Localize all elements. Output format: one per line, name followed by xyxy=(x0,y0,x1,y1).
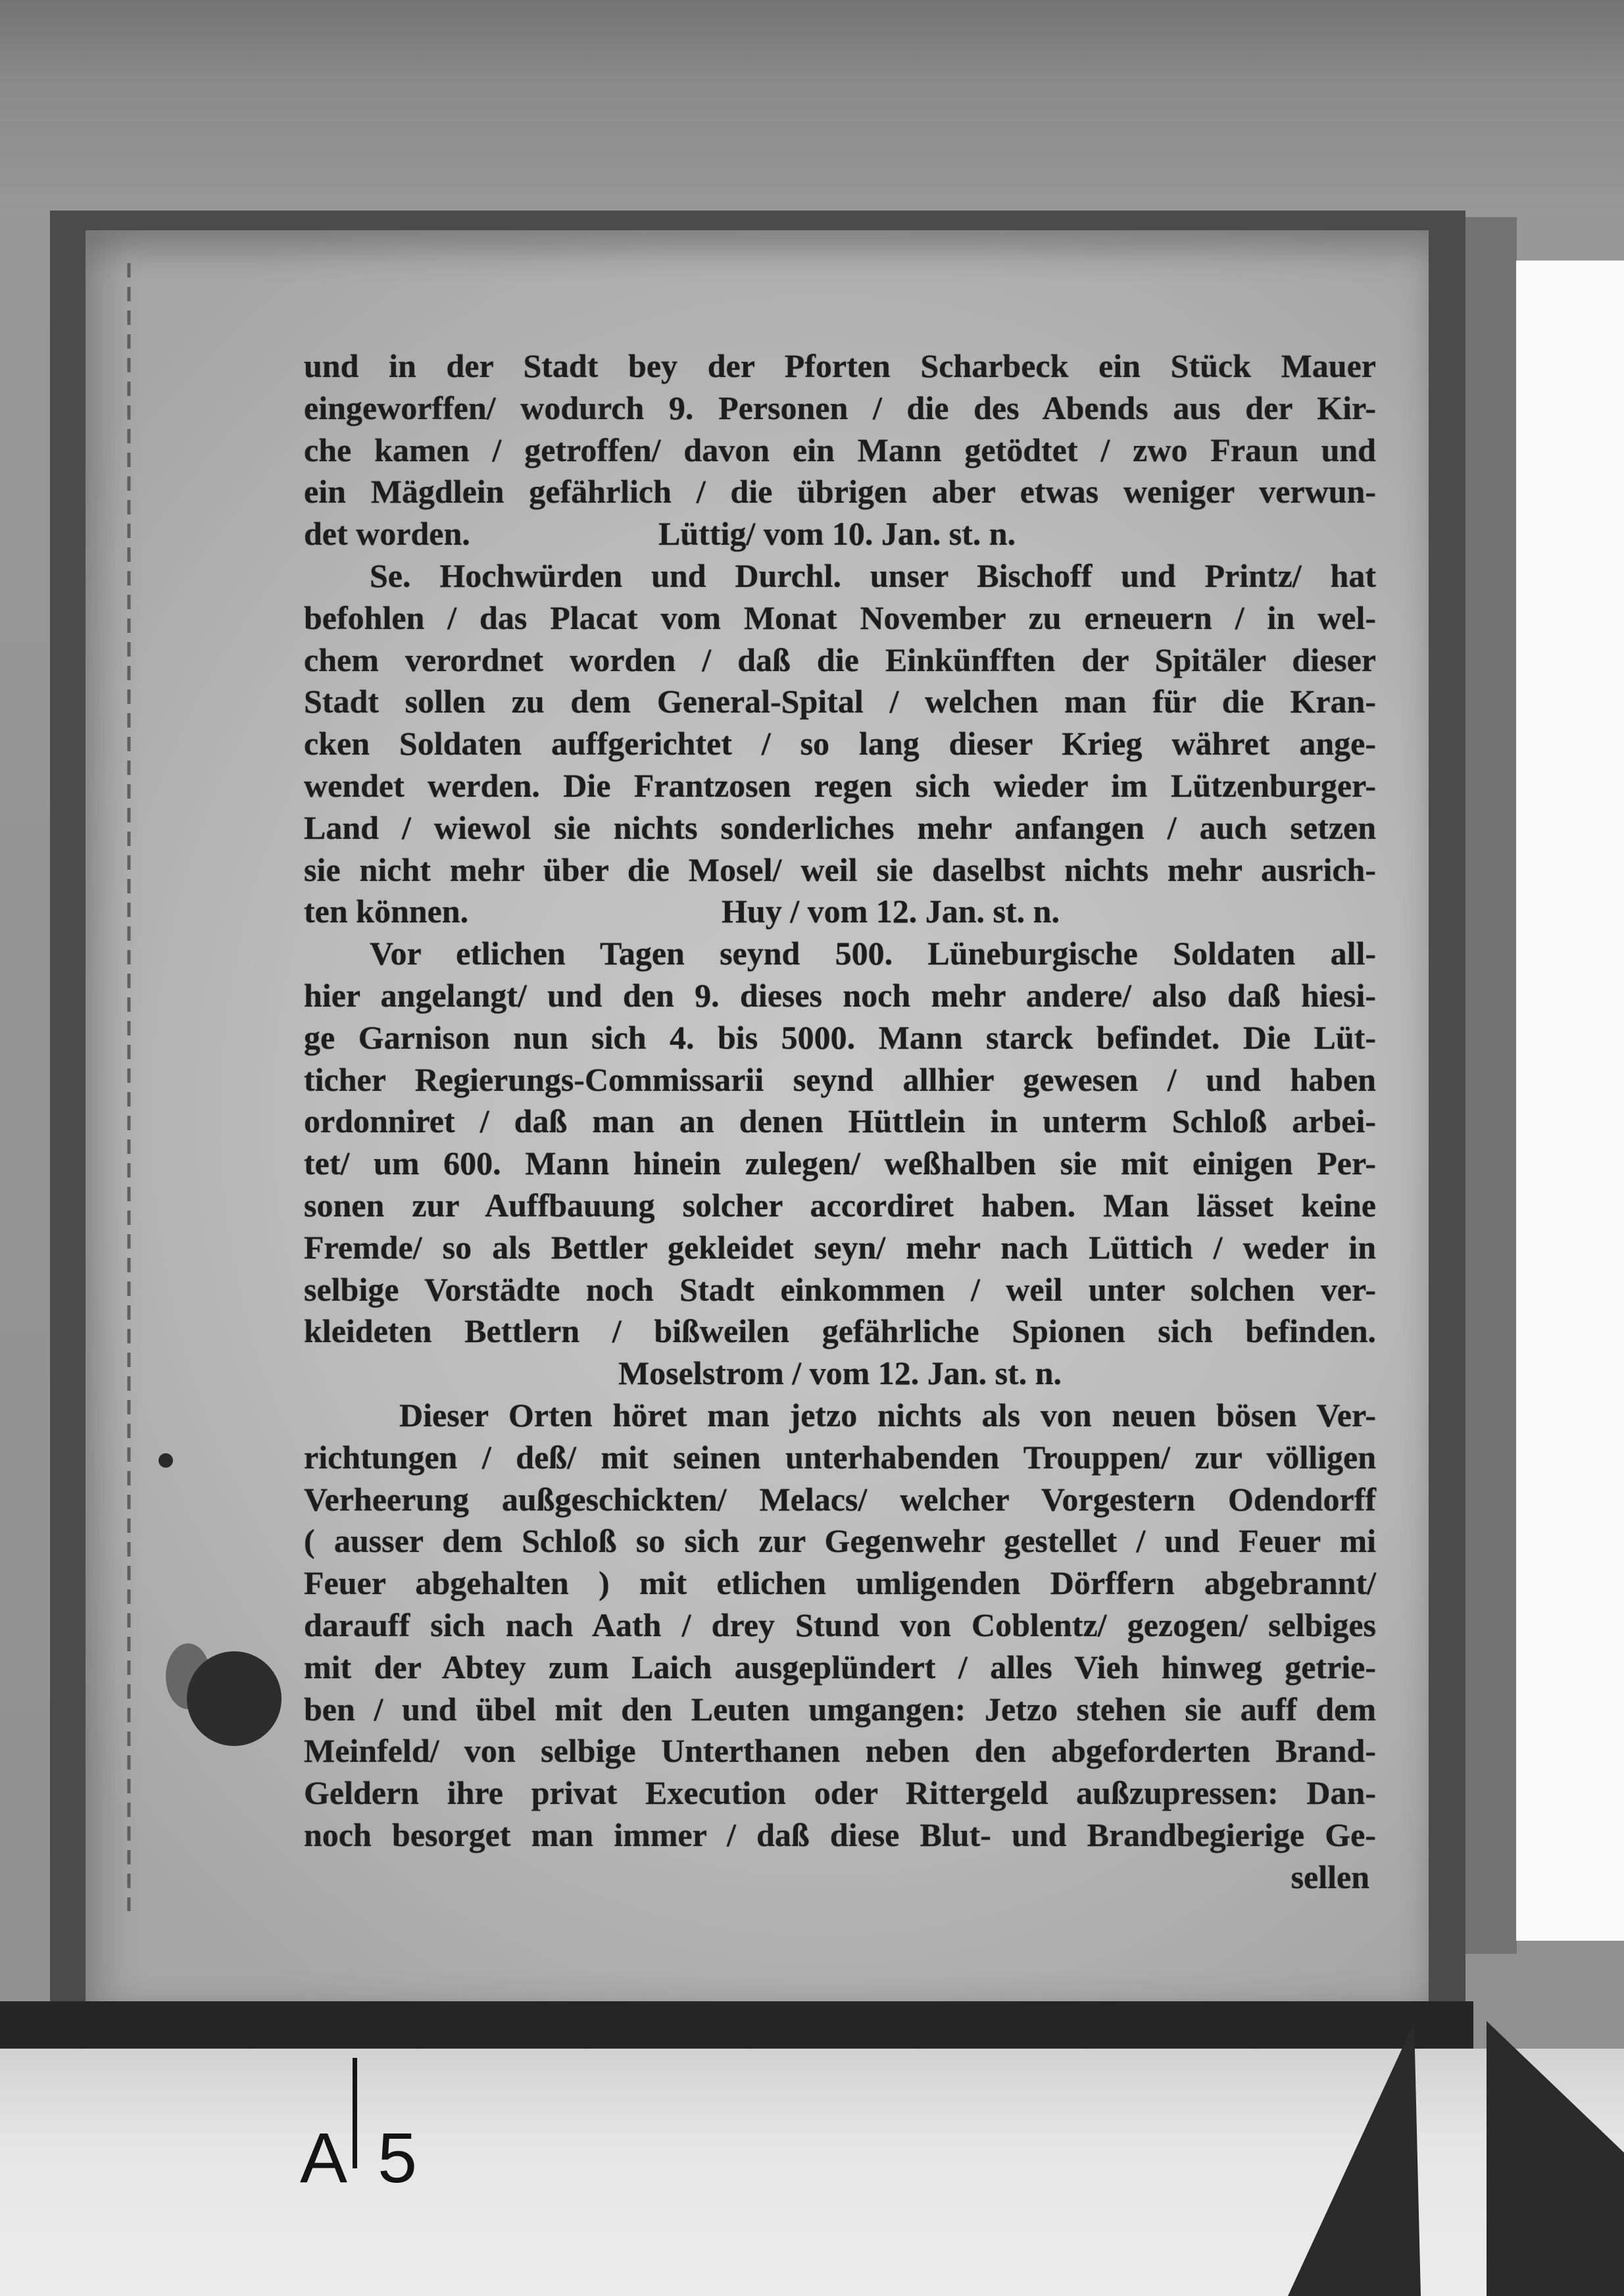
article-text xyxy=(304,345,1376,1898)
text-line: che kamen / getroffen/ davon ein Mann getödtet / zwo Fraun und xyxy=(304,431,1376,468)
paragraph-first-line: Se. Hochwürden und Durchl. unser Bischoff und Printz/ hat xyxy=(370,557,1376,594)
text-line: noch besorget man immer / daß diese Blut- und Brandbegierige Ge- xyxy=(304,1816,1376,1853)
catchword: sellen xyxy=(1291,1858,1369,1895)
ink-blot xyxy=(187,1651,282,1746)
text-line: hier angelangt/ und den 9. dieses noch mehr andere/ also daß hiesi- xyxy=(304,976,1376,1014)
text-line-with-dateline xyxy=(304,891,1376,933)
text-line: ein Mägdlein gefährlich / die übrigen aber etwas weniger verwun- xyxy=(304,473,1376,511)
paragraph-first-line: Dieser Orten höret man jetzo nichts als von neuen bösen Ver- xyxy=(399,1396,1376,1434)
section-heading: Moselstrom / vom 12. Jan. st. n. xyxy=(618,1355,1062,1392)
text-line: cken Soldaten auffgerichtet / so lang dieser Krieg währet ange- xyxy=(304,725,1376,762)
text-line: ordonniret / daß man an denen Hüttlein in unterm Schloß arbei- xyxy=(304,1103,1376,1140)
text-line: kleideten Bettlern / bißweilen gefährliche Spionen sich befinden. xyxy=(304,1312,1376,1350)
dark-triangle-left xyxy=(1288,2022,1421,2296)
text-line: und in der Stadt bey der Pforten Scharbeck ein Stück Mauer xyxy=(304,347,1376,384)
text-line: Verheerung außgeschickten/ Melacs/ welcher Vorgestern Odendorff xyxy=(304,1480,1376,1518)
text-line: Feuer abgehalten ) mit etlichen umligenden Dörffern abgebrannt/ xyxy=(304,1564,1376,1602)
ink-dot xyxy=(159,1453,173,1468)
text-line-with-dateline xyxy=(304,513,1376,555)
archive-mark-divider xyxy=(353,2058,357,2168)
text-line: wendet werden. Die Frantzosen regen sich wieder im Lützenburger- xyxy=(304,766,1376,804)
text-line: tet/ um 600. Mann hinein zulegen/ weßhalben sie mit einigen Per- xyxy=(304,1145,1376,1182)
text-line: det worden. xyxy=(304,515,470,553)
archive-mark-letter: A xyxy=(300,2118,348,2197)
text-line: richtungen / deß/ mit seinen unterhabenden Trouppen/ zur völligen xyxy=(304,1438,1376,1476)
dateline: Lüttig/ vom 10. Jan. st. n. xyxy=(658,515,1016,553)
text-line: chem verordnet worden / daß die Einkünfften der Spitäler dieser xyxy=(304,641,1376,678)
dateline: Huy / vom 12. Jan. st. n. xyxy=(722,893,1060,930)
text-line: Meinfeld/ von selbige Unterthanen neben den abgeforderten Brand- xyxy=(304,1732,1376,1770)
text-line: ben / und übel mit den Leuten umgangen: Jetzo stehen sie auff dem xyxy=(304,1690,1376,1728)
text-line: ge Garnison nun sich 4. bis 5000. Mann starck befindet. Die Lüt- xyxy=(304,1018,1376,1056)
text-line: mit der Abtey zum Laich ausgeplündert / alles Vieh hinweg getrie- xyxy=(304,1648,1376,1685)
text-line: Fremde/ so als Bettler gekleidet seyn/ mehr nach Lüttich / weder in xyxy=(304,1228,1376,1266)
text-line: Stadt sollen zu dem General-Spital / welchen man für die Kran- xyxy=(304,683,1376,720)
text-line: Land / wiewol sie nichts sonderliches mehr anfangen / auch setzen xyxy=(304,809,1376,846)
text-line: ( ausser dem Schloß so sich zur Gegenwehr gestellet / und Feuer mi xyxy=(304,1522,1376,1560)
text-line: eingeworffen/ wodurch 9. Personen / die des Abends aus der Kir- xyxy=(304,389,1376,426)
text-line: Geldern ihre privat Execution oder Rittergeld außzupressen: Dan- xyxy=(304,1774,1376,1812)
text-line: sie nicht mehr über die Mosel/ weil sie daselbst nichts mehr ausrich- xyxy=(304,851,1376,888)
text-line: selbige Vorstädte noch Stadt einkommen / weil unter solchen ver- xyxy=(304,1270,1376,1308)
text-line: befohlen / das Placat vom Monat November zu erneuern / in wel- xyxy=(304,599,1376,636)
dark-triangle-right xyxy=(1487,2021,1624,2296)
paragraph-first-line: Vor etlichen Tagen seynd 500. Lüneburgische Soldaten all- xyxy=(370,935,1376,972)
text-line: darauff sich nach Aath / drey Stund von Coblentz/ gezogen/ selbiges xyxy=(304,1606,1376,1643)
text-line: sonen zur Auffbauung solcher accordiret haben. Man lässet keine xyxy=(304,1186,1376,1224)
text-line: ten können. xyxy=(304,893,469,930)
text-line: ticher Regierungs-Commissarii seynd allhier gewesen / und haben xyxy=(304,1061,1376,1098)
archive-mark-number: 5 xyxy=(378,2118,418,2197)
